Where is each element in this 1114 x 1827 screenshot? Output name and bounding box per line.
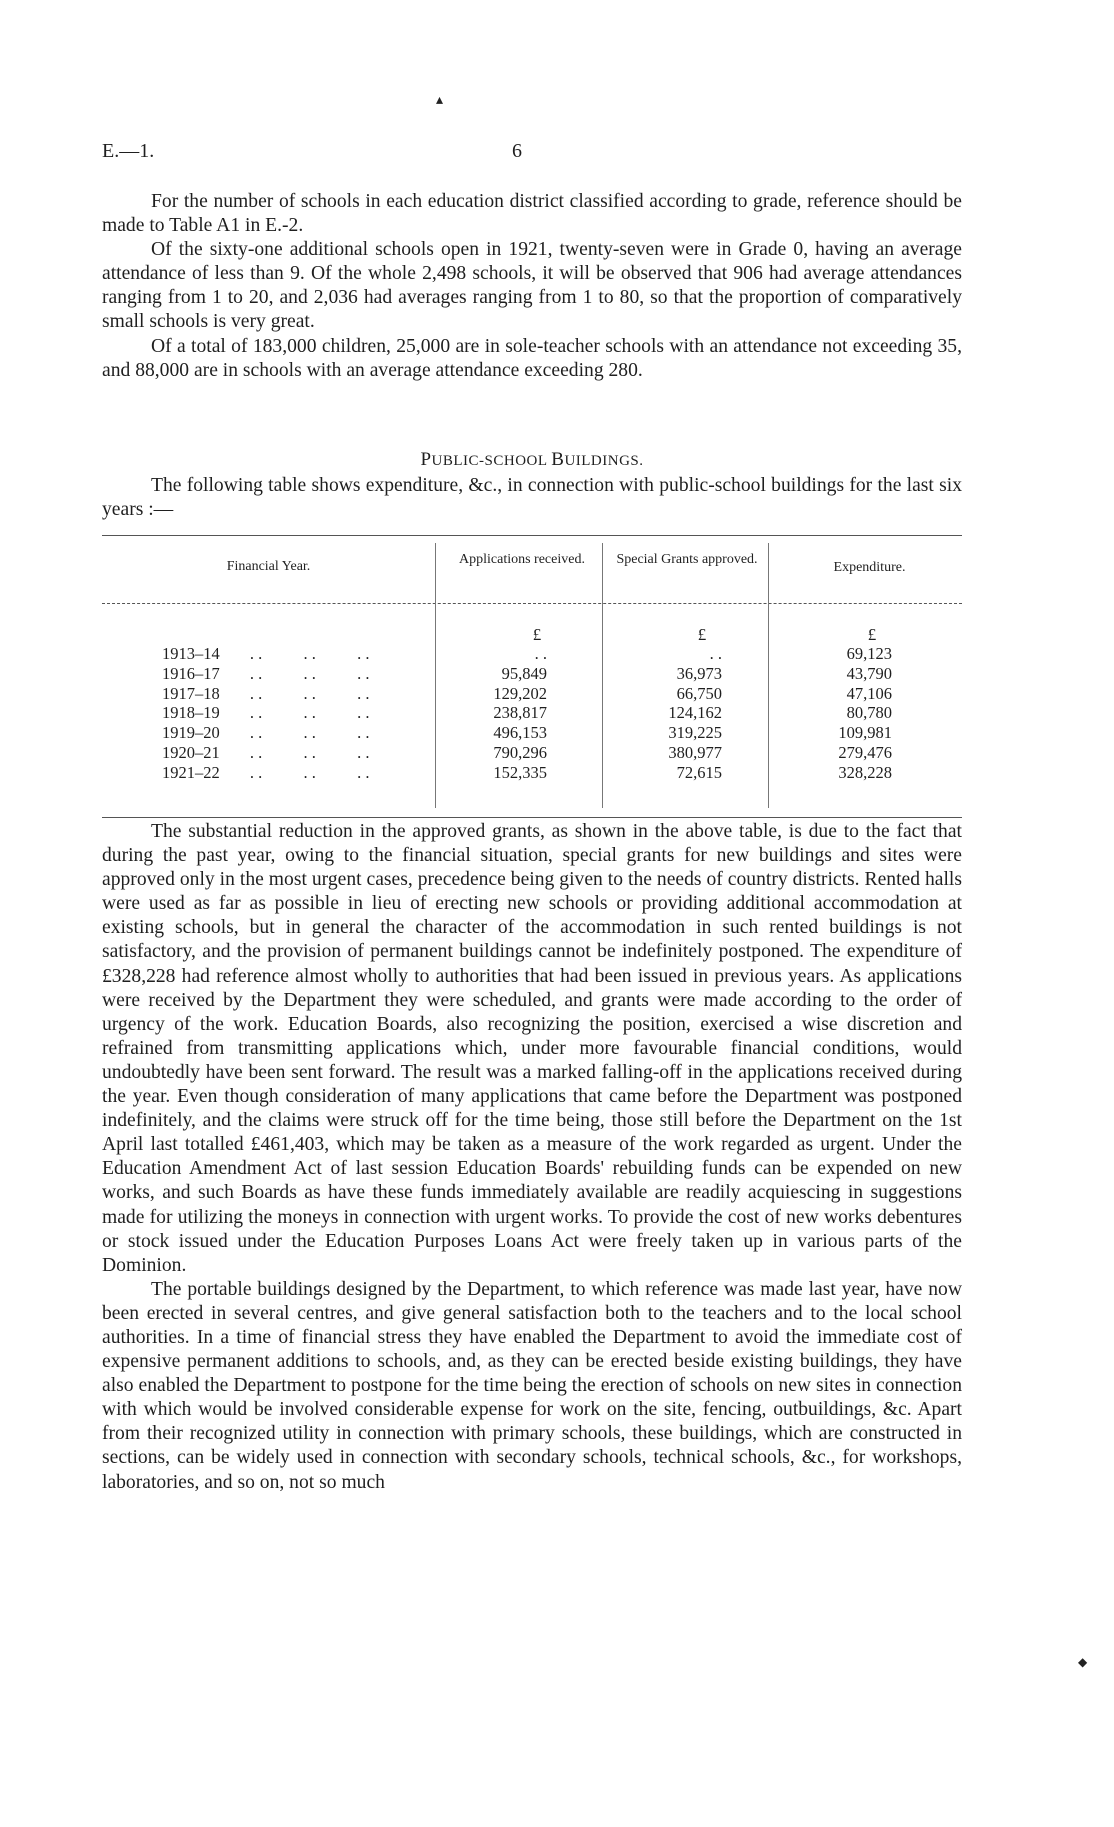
- table-row-year: [162, 684, 392, 704]
- paragraph: The substantial reduction in the approved grants, as shown in the above table, is due to the fact that during the past year, owing to the financial situation, special grants for new buildings and sites were approved only in the most urgent cases, precedence being given to the needs of country districts. Rented halls were used as far as possible in lieu of erecting new schools or providing additional accommodation at existing schools, but in general the character of the accommodation in such rented buildings is not satisfactory, and the provision of permanent buildings cannot be indefinitely postponed. The expenditure of £328,228 had reference almost wholly to authorities that had been issued in previous years. As applications were received by the Department they were scheduled, and grants were made according to the order of urgency of the work. Education Boards, also recognizing the position, exercised a wise discretion and refrained from transmitting applications which, under more favourable financial conditions, would undoubtedly have been sent forward. The result was a marked falling-off in the applications received during the year. Even though consideration of many applications that came before the Department was postponed indefinitely, and the claims were struck off for the time being, those still before the Department on the 1st April last totalled £461,403, which may be taken as a measure of the work regarded as urgent. Under the Education Amendment Act of last session Education Boards' rebuilding funds can be expended on new works, and such Boards as have these funds immediately available are readily acquiescing in suggestions made for utilizing the moneys in connection with urgent works. To provide the cost of new works debentures or stock issued under the Education Purposes Loans Act were freely taken up in various parts of the Dominion.: [102, 821, 962, 1276]
- intro-text: [102, 190, 962, 383]
- applications-cell: . .: [534, 644, 547, 663]
- year-cell: 1920–21: [162, 742, 220, 762]
- grants-cell: 72,615: [676, 762, 722, 782]
- column-header-year: Financial Year.: [226, 559, 311, 574]
- expenditure-cell: 109,981: [838, 723, 892, 743]
- paragraph: For the number of schools in each education district classified according to grade, reference should be made to Table A1 in E.-2.: [102, 191, 962, 237]
- applications-cell: 238,817: [493, 703, 547, 723]
- paragraph: The portable buildings designed by the Department, to which reference was made last year, have now been erected in several centres, and give general satisfaction both to the teachers and to the local school authorities. In a time of financial stress they have enabled the Department to avoid the immediate cost of expensive permanent additions to schools, and, as they can be erected beside existing buildings, they have also enabled the Department to postpone for the time being the erection of schools on new sites in connection with which would be involved considerable expense for work on the site, fencing, outbuildings, &c. Apart from their recognized utility in connection with primary schools, these buildings, which are constructed in sections, can be widely used in connection with secondary schools, technical schools, &c., for workshops, laboratories, and so on, not so much: [102, 1278, 962, 1493]
- paragraph: Of the sixty-one additional schools open in 1921, twenty-seven were in Grade 0, having an average attendance of less than 9. Of the whole 2,498 schools, it will be observed that 906 had average attendances ranging from 1 to 20, and 2,036 had averages ranging from 1 to 80, so that the proportion of comparatively small schools is very great.: [102, 239, 962, 333]
- table-row-year: [162, 763, 392, 783]
- table-row-year: [162, 743, 392, 763]
- heading-rest: UILDINGS.: [564, 453, 644, 469]
- year-cell: 1918–19: [162, 703, 220, 723]
- expenditure-cell: 47,106: [846, 683, 892, 703]
- print-mark-top: ▴: [436, 93, 444, 108]
- year-cell: 1917–18: [162, 683, 220, 703]
- column-header-grants: Special Grants approved.: [616, 552, 758, 567]
- leader-dots: . . . . . .: [249, 663, 370, 683]
- unit-label: £: [697, 625, 707, 644]
- applications-cell: 129,202: [493, 683, 547, 703]
- leader-dots: . . . . . .: [249, 723, 370, 743]
- applications-column: [452, 644, 547, 783]
- expenditure-column: [782, 644, 892, 783]
- expenditure-cell: 80,780: [846, 703, 892, 723]
- table-top-rule: [102, 535, 962, 536]
- table-header-rule: [102, 603, 962, 604]
- column-header-expenditure: Expenditure.: [833, 560, 906, 575]
- table-row-year: [162, 664, 392, 684]
- unit-label: £: [867, 625, 877, 644]
- leader-dots: . . . . . .: [249, 644, 370, 663]
- column-divider: [435, 543, 436, 808]
- grants-cell: 124,162: [668, 703, 722, 723]
- year-column: [162, 644, 392, 783]
- table-row-year: [162, 703, 392, 723]
- grants-cell: . .: [709, 644, 722, 663]
- table-row-year: [162, 644, 392, 664]
- report-code: E.—1.: [102, 140, 155, 162]
- column-divider: [768, 543, 769, 808]
- applications-cell: 95,849: [501, 663, 547, 683]
- grants-cell: 66,750: [676, 683, 722, 703]
- column-header-applications: Applications received.: [459, 552, 585, 567]
- paragraph: The following table shows expenditure, &c., in connection with public-school buildings for the last six years :—: [102, 475, 962, 521]
- year-cell: 1916–17: [162, 663, 220, 683]
- body-text: [102, 820, 962, 1495]
- heading-initial: B: [551, 449, 565, 470]
- grants-cell: 380,977: [668, 742, 722, 762]
- print-mark-right: ◆: [1078, 1655, 1088, 1669]
- section-heading: [102, 449, 962, 471]
- table-row-year: [162, 723, 392, 743]
- year-cell: 1913–14: [162, 644, 220, 663]
- applications-cell: 152,335: [493, 762, 547, 782]
- column-divider: [602, 543, 603, 808]
- grants-column: [612, 644, 722, 783]
- expenditure-table: [102, 535, 962, 818]
- expenditure-cell: 43,790: [846, 663, 892, 683]
- grants-cell: 319,225: [668, 723, 722, 743]
- unit-label: £: [532, 625, 542, 644]
- paragraph: Of a total of 183,000 children, 25,000 are in sole-teacher schools with an attendance not exceeding 35, and 88,000 are in schools with an average attendance exceeding 280.: [102, 335, 962, 381]
- grants-cell: 36,973: [676, 663, 722, 683]
- applications-cell: 790,296: [493, 742, 547, 762]
- applications-cell: 496,153: [493, 723, 547, 743]
- year-cell: 1919–20: [162, 723, 220, 743]
- expenditure-cell: 69,123: [846, 644, 892, 663]
- year-cell: 1921–22: [162, 762, 220, 782]
- page-number: 6: [512, 140, 522, 162]
- heading-rest: UBLIC-SCHOOL: [431, 453, 552, 469]
- expenditure-cell: 279,476: [838, 742, 892, 762]
- table-bottom-rule: [102, 817, 962, 818]
- page-header: [102, 140, 962, 170]
- leader-dots: . . . . . .: [249, 703, 370, 723]
- leader-dots: . . . . . .: [249, 762, 370, 782]
- heading-initial: P: [420, 449, 432, 470]
- leader-dots: . . . . . .: [249, 742, 370, 762]
- table-intro: [102, 474, 962, 522]
- expenditure-cell: 328,228: [838, 762, 892, 782]
- leader-dots: . . . . . .: [249, 683, 370, 703]
